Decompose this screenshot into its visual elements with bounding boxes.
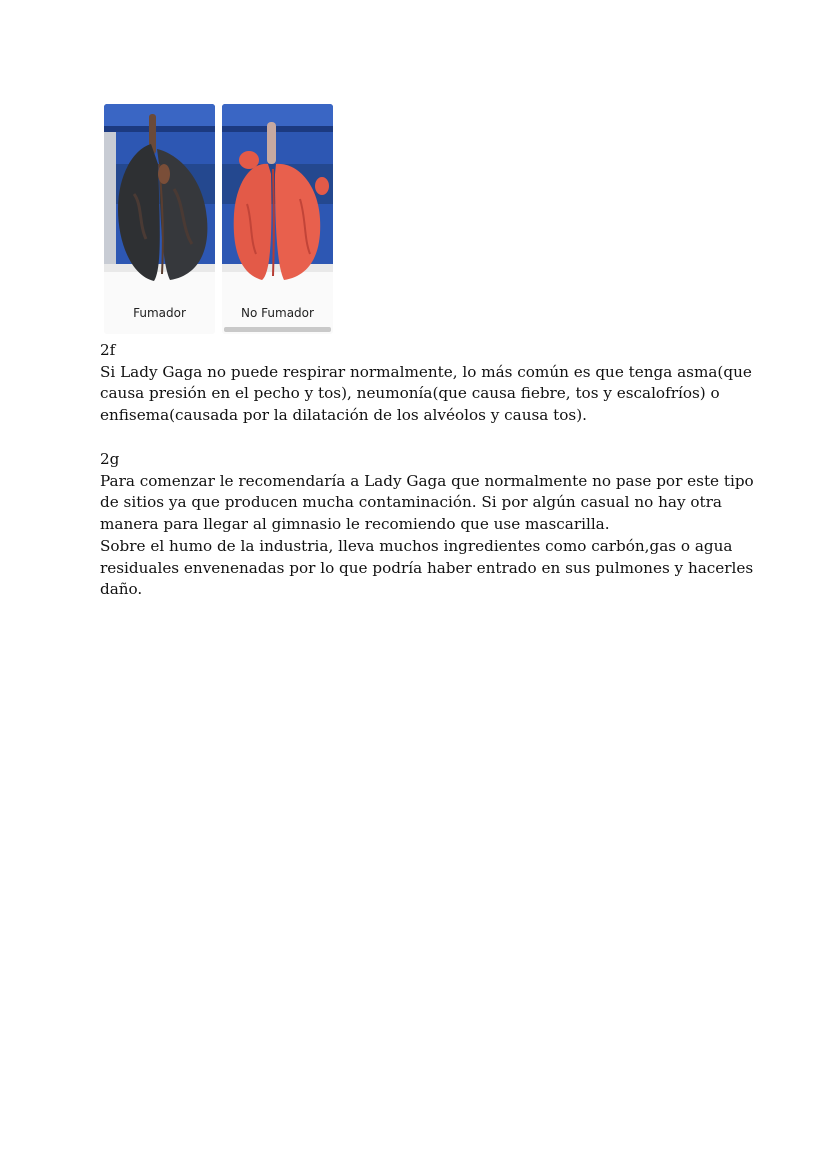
paragraph-line: Para comenzar le recomendaría a Lady Gaga que normalmente no pase por este tipo xyxy=(100,471,754,490)
paragraph-line: residuales envenenadas por lo que podría haber entrado en sus pulmones y hacerles xyxy=(100,558,754,577)
paragraph-line: daño. xyxy=(100,580,143,599)
section-2f xyxy=(100,340,752,427)
smoker-lung-panel xyxy=(104,104,215,334)
panel-underline xyxy=(224,327,331,332)
lung-comparison-figure xyxy=(104,104,336,334)
paragraph-line: Si Lady Gaga no puede respirar normalmente, lo más común es que tenga asma(que xyxy=(100,362,752,381)
paragraph-line: causa presión en el pecho y tos), neumonía(que causa fiebre, tos y escalofríos) o xyxy=(100,384,720,403)
paragraph-line: Sobre el humo de la industria, lleva muchos ingredientes como carbón,gas o agua xyxy=(100,536,733,555)
section-heading: 2f xyxy=(100,341,116,359)
section-heading: 2g xyxy=(100,450,120,468)
smoker-lung-image xyxy=(104,104,215,334)
paragraph-line: manera para llegar al gimnasio le recomiendo que use mascarilla. xyxy=(100,515,610,534)
non-smoker-caption: No Fumador xyxy=(241,306,314,320)
paragraph-line: enfisema(causada por la dilatación de los alvéolos y causa tos). xyxy=(100,406,587,425)
non-smoker-lung-panel xyxy=(222,104,333,334)
non-smoker-lung-image xyxy=(222,104,333,334)
section-2g xyxy=(100,449,754,601)
paragraph-line: de sitios ya que producen mucha contaminación. Si por algún casual no hay otra xyxy=(100,493,722,512)
smoker-caption: Fumador xyxy=(133,306,186,320)
